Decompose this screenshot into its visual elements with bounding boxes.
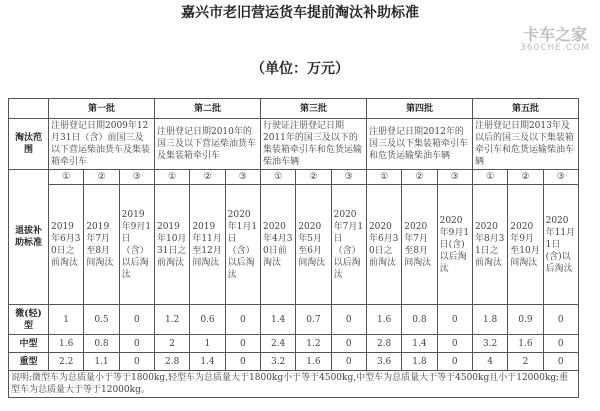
subsidy-value: 0.7 [296,305,331,335]
sub-mark: ① [49,170,84,185]
subsidy-value: 1.1 [84,353,119,371]
subsidy-value: 0.8 [402,305,437,335]
deadline-cell: 2020年1月1日（含）以后淘汰 [225,185,260,305]
subsidy-value: 1.6 [49,335,84,353]
subsidy-value: 0.9 [508,305,543,335]
deadline-cell: 2020年7月至8月间淘汰 [402,185,437,305]
batch-header: 第一批 [49,99,155,119]
subsidy-value: 1.4 [402,335,437,353]
subsidy-value: 1 [49,305,84,335]
subsidy-value: 2.2 [49,353,84,371]
row-light [9,305,579,335]
sub-mark: ① [154,170,189,185]
subsidy-value: 3.2 [260,353,295,371]
watermark-url: 360CHE.COM [520,42,590,53]
subsidy-value: 3.2 [472,335,507,353]
subsidy-value: 0 [543,335,578,353]
batch-scope: 行驶证注册登记日期2011年的国三及以下的集装箱牵引车和危货运输柴油车辆 [260,119,366,170]
subsidy-value: 1.2 [154,305,189,335]
subsidy-value: 0 [331,353,366,371]
note-row [9,371,579,398]
sub-mark: ① [472,170,507,185]
deadline-cell: 2020年5月至6月间淘汰 [296,185,331,305]
subsidy-value: 1.6 [508,335,543,353]
sub-mark: ① [366,170,401,185]
subsidy-value: 0 [543,305,578,335]
subsidy-value: 1.8 [472,305,507,335]
scope-row [9,119,579,170]
unit-label: （单位：万元） [251,61,349,77]
deadline-cell: 2020年9月1日(含)以后淘汰 [437,185,472,305]
subsidy-value: 2 [154,335,189,353]
subsidy-value: 0.8 [84,335,119,353]
deadline-cell: 2020年4月30日前淘汰 [260,185,295,305]
batch-header: 第四批 [366,99,472,119]
document-title: 嘉兴市老旧营运货车提前淘汰补助标准 [181,5,419,21]
row-label-scope: 淘汰范围 [9,119,49,170]
subsidy-value: 0 [225,353,260,371]
sub-mark: ② [296,170,331,185]
batch-scope: 注册登记日期2009年12月31日（含）前国三及以下营运柴油货车及集装箱牵引车 [49,119,155,170]
subsidy-value: 2.8 [366,335,401,353]
row-label-heavy: 重型 [9,353,49,371]
subsidy-value: 1.2 [296,335,331,353]
subsidy-value: 1.4 [190,353,225,371]
subsidy-value: 0 [119,335,154,353]
subsidy-value: 0 [437,353,472,371]
subsidy-value: 1 [190,335,225,353]
deadline-cell: 2020年11月1日(含)以后淘汰 [543,185,578,305]
subsidy-value: 2.8 [154,353,189,371]
subsidy-value: 0.6 [190,305,225,335]
standard-row [9,185,579,305]
deadline-cell: 2020年8月31日之前淘汰 [472,185,507,305]
row-label-light: 微(轻)型 [9,305,49,335]
watermark-logo [520,26,590,53]
sub-mark: ② [190,170,225,185]
subsidy-value: 0.5 [84,305,119,335]
deadline-cell: 2019年7月至8月间淘汰 [84,185,119,305]
batch-scope: 注册登记日期2010年的国三及以下营运柴油货车及集装箱牵引车 [154,119,260,170]
subsidy-value: 0 [437,335,472,353]
subsidy-value: 0 [331,335,366,353]
batch-header: 第五批 [472,99,578,119]
subsidy-value: 1.6 [296,353,331,371]
subsidy-value: 0 [331,305,366,335]
sub-mark-row [9,170,579,185]
sub-mark: ③ [437,170,472,185]
subsidy-table [8,98,579,398]
subsidy-value: 0 [119,305,154,335]
batch-scope: 注册登记日期2012年的国三及以下集装箱牵引车和危货运输柴油车辆 [366,119,472,170]
row-label-standard: 退拔补助标准 [9,170,49,305]
deadline-cell: 2020年9月至10月间淘汰 [508,185,543,305]
deadline-cell: 2019年10月31日之前淘汰 [154,185,189,305]
watermark-text: 卡车之家 [523,25,588,44]
deadline-cell: 2019年11月至12月间淘汰 [190,185,225,305]
subsidy-value: 1.6 [366,305,401,335]
subsidy-value: 0 [119,353,154,371]
subsidy-value: 1.8 [402,353,437,371]
batch-header: 第三批 [260,99,366,119]
subsidy-value: 2.4 [260,335,295,353]
batch-scope: 注册登记日期2013年及以后的国三及以下集装箱牵引车和危货运输柴油车辆 [472,119,578,170]
deadline-cell: 2020年7月1日（含）以后淘汰 [331,185,366,305]
row-heavy [9,353,579,371]
deadline-cell: 2020年6月30日之前淘汰 [366,185,401,305]
sub-mark: ② [402,170,437,185]
sub-mark: ② [84,170,119,185]
deadline-cell: 2019年6月30日之前淘汰 [49,185,84,305]
corner-cell [9,99,49,119]
subsidy-value: 4 [472,353,507,371]
sub-mark: ② [508,170,543,185]
subsidy-value: 3.6 [366,353,401,371]
subsidy-value: 0 [225,335,260,353]
sub-mark: ③ [331,170,366,185]
subsidy-value: 0 [437,305,472,335]
row-label-medium: 中型 [9,335,49,353]
subsidy-value: 1.4 [260,305,295,335]
row-medium [9,335,579,353]
deadline-cell: 2019年9月1日（含）以后淘汰 [119,185,154,305]
subsidy-value: 0 [543,353,578,371]
subsidy-value: 2 [508,353,543,371]
sub-mark: ③ [543,170,578,185]
sub-mark: ① [260,170,295,185]
batch-header: 第二批 [154,99,260,119]
sub-mark: ③ [119,170,154,185]
note-text: 说明:微型车为总质量小于等于1800kg,轻型车为总质量大于1800kg小于等于4500kg,中型车为总质量大于等于4500kg且小于12000kg;重型车为总质量大于等于12000kg。 [9,371,579,398]
sub-mark: ③ [225,170,260,185]
subsidy-value: 0 [225,305,260,335]
header-row [9,99,579,119]
